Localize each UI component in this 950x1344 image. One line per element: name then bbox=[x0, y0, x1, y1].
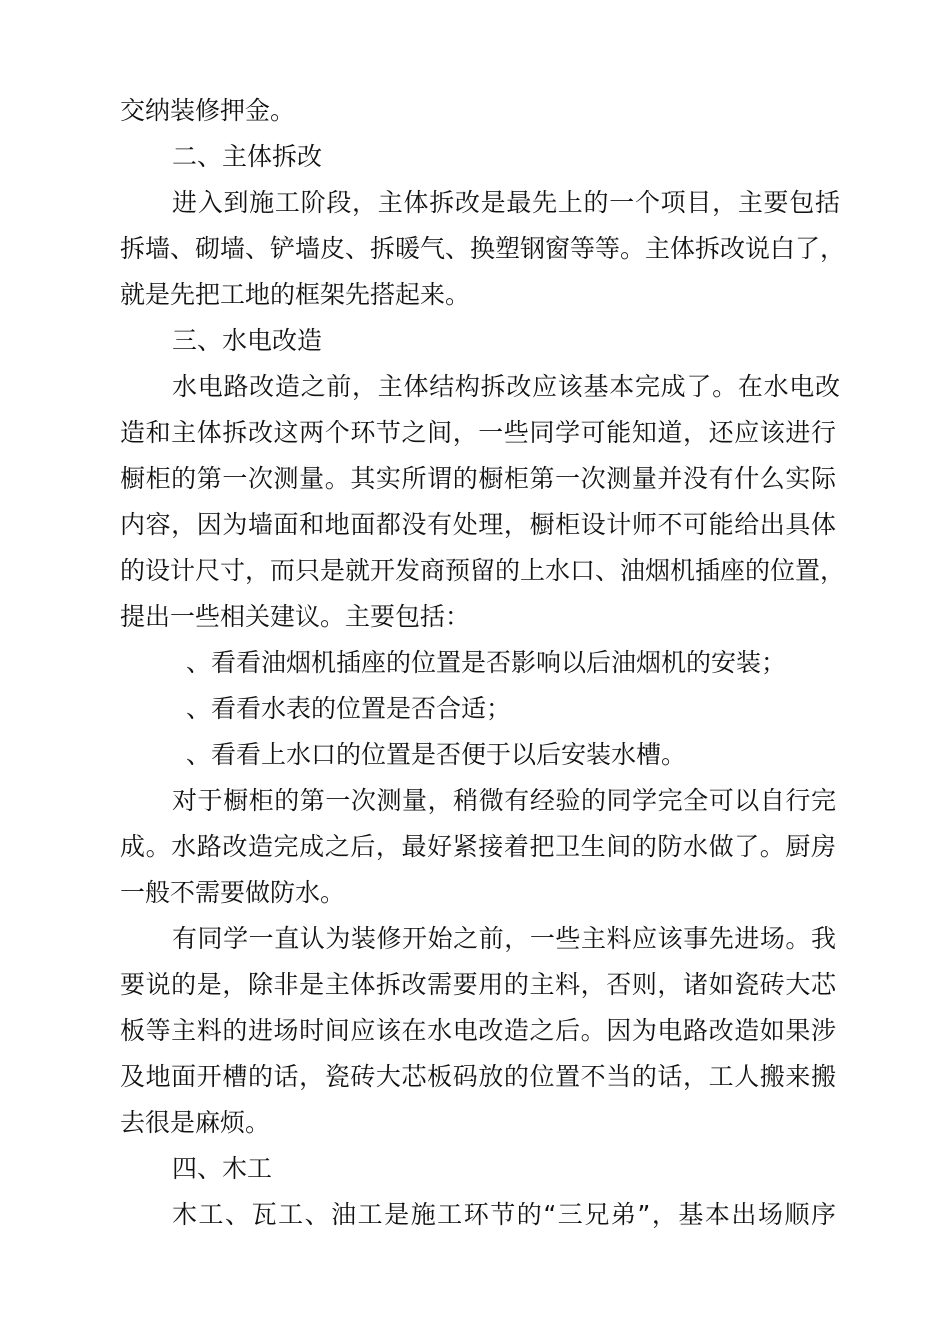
paragraph-line: 橱柜的第一次测量。其实所谓的橱柜第一次测量并没有什么实际 bbox=[120, 464, 836, 493]
paragraph-line: 提出一些相关建议。主要包括： bbox=[120, 602, 471, 631]
paragraph-line: 水电路改造之前，主体结构拆改应该基本完成了。在水电改 bbox=[172, 372, 840, 401]
paragraph-line: 一般不需要做防水。 bbox=[120, 878, 346, 907]
list-item: 、看看上水口的位置是否便于以后安装水槽。 bbox=[186, 740, 687, 769]
paragraph-line: 造和主体拆改这两个环节之间，一些同学可能知道，还应该进行 bbox=[120, 418, 836, 447]
paragraph-line: 对于橱柜的第一次测量，稍微有经验的同学完全可以自行完 bbox=[172, 786, 836, 815]
paragraph-line: 的设计尺寸，而只是就开发商预留的上水口、油烟机插座的位置， bbox=[120, 556, 846, 585]
section-heading: 四、木工 bbox=[172, 1154, 273, 1183]
text-line: 交纳装修押金。 bbox=[120, 96, 296, 125]
list-item: 、看看油烟机插座的位置是否影响以后油烟机的安装； bbox=[186, 648, 787, 677]
paragraph-line: 成。水路改造完成之后，最好紧接着把卫生间的防水做了。厨房 bbox=[120, 832, 836, 861]
paragraph-line: 板等主料的进场时间应该在水电改造之后。因为电路改造如果涉 bbox=[120, 1016, 836, 1045]
paragraph-line: 就是先把工地的框架先搭起来。 bbox=[120, 280, 471, 309]
paragraph-line: 去很是麻烦。 bbox=[120, 1108, 271, 1137]
paragraph-line: 及地面开槽的话，瓷砖大芯板码放的位置不当的话，工人搬来搬 bbox=[120, 1062, 836, 1091]
paragraph-line: 进入到施工阶段，主体拆改是最先上的一个项目，主要包括 bbox=[172, 188, 840, 217]
paragraph-line: 要说的是，除非是主体拆改需要用的主料，否则，诸如瓷砖大芯 bbox=[120, 970, 836, 999]
paragraph-line: 拆墙、砌墙、铲墙皮、拆暖气、换塑钢窗等等。主体拆改说白了， bbox=[120, 234, 846, 263]
paragraph-line: 木工、瓦工、油工是施工环节的“三兄弟”，基本出场顺序 bbox=[172, 1200, 836, 1229]
paragraph-line: 有同学一直认为装修开始之前，一些主料应该事先进场。我 bbox=[172, 924, 836, 953]
section-heading: 三、水电改造 bbox=[172, 326, 323, 355]
paragraph-line: 内容，因为墙面和地面都没有处理，橱柜设计师不可能给出具体 bbox=[120, 510, 836, 539]
list-item: 、看看水表的位置是否合适； bbox=[186, 694, 512, 723]
section-heading: 二、主体拆改 bbox=[172, 142, 323, 171]
